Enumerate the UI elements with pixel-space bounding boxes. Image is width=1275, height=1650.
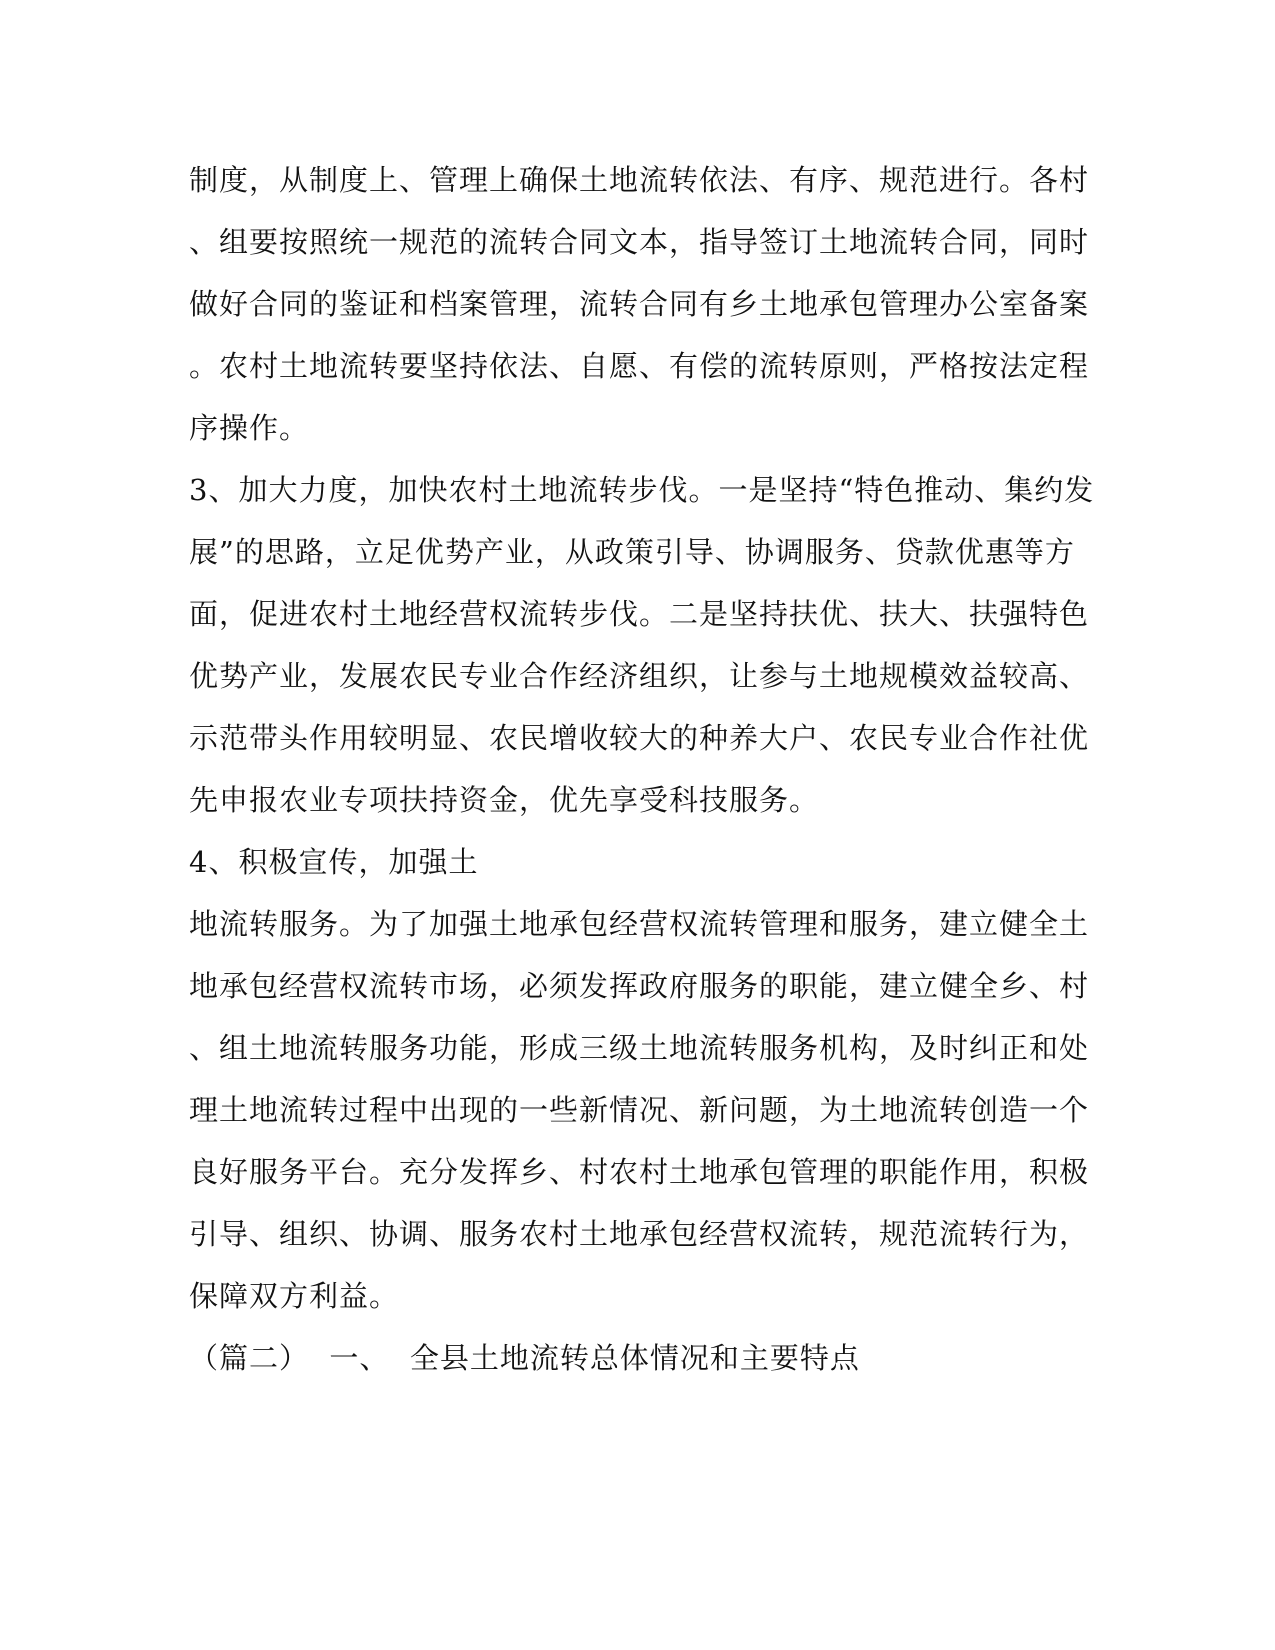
text-line: 。农村土地流转要坚持依法、自愿、有偿的流转原则，严格按法定程 <box>189 349 1090 383</box>
text-line: 、组要按照统一规范的流转合同文本，指导签订土地流转合同，同时 <box>189 225 1090 259</box>
text-line: 、组土地流转服务功能，形成三级土地流转服务机构，及时纠正和处 <box>189 1031 1090 1065</box>
text-line: 地流转服务。为了加强土地承包经营权流转管理和服务，建立健全土 <box>189 907 1090 941</box>
text-line: 制度，从制度上、管理上确保土地流转依法、有序、规范进行。各村 <box>189 163 1090 197</box>
text-line: 3、加大力度，加快农村土地流转步伐。一是坚持“特色推动、集约发 <box>189 473 1095 507</box>
text-line: 面，促进农村土地经营权流转步伐。二是坚持扶优、扶大、扶强特色 <box>189 597 1090 631</box>
text-line: 保障双方利益。 <box>189 1279 400 1313</box>
text-line: 理土地流转过程中出现的一些新情况、新问题，为土地流转创造一个 <box>189 1093 1090 1127</box>
text-line: 做好合同的鉴证和档案管理，流转合同有乡土地承包管理办公室备案 <box>189 287 1090 321</box>
text-line: 展”的思路，立足优势产业，从政策引导、协调服务、贷款优惠等方 <box>189 535 1075 569</box>
text-line: 先申报农业专项扶持资金，优先享受科技服务。 <box>189 783 820 817</box>
text-line: 良好服务平台。充分发挥乡、村农村土地承包管理的职能作用，积极 <box>189 1155 1090 1189</box>
text-line: 引导、组织、协调、服务农村土地承包经营权流转，规范流转行为， <box>189 1217 1090 1251</box>
text-line: 示范带头作用较明显、农民增收较大的种养大户、农民专业合作社优 <box>189 721 1090 755</box>
section-heading: （篇二） 一、 全县土地流转总体情况和主要特点 <box>189 1341 860 1375</box>
text-line: 序操作。 <box>189 411 310 445</box>
text-line: 4、积极宣传，加强土 <box>189 845 479 879</box>
text-line: 优势产业，发展农民专业合作经济组织，让参与土地规模效益较高、 <box>189 659 1090 693</box>
text-line: 地承包经营权流转市场，必须发挥政府服务的职能，建立健全乡、村 <box>189 969 1090 1003</box>
